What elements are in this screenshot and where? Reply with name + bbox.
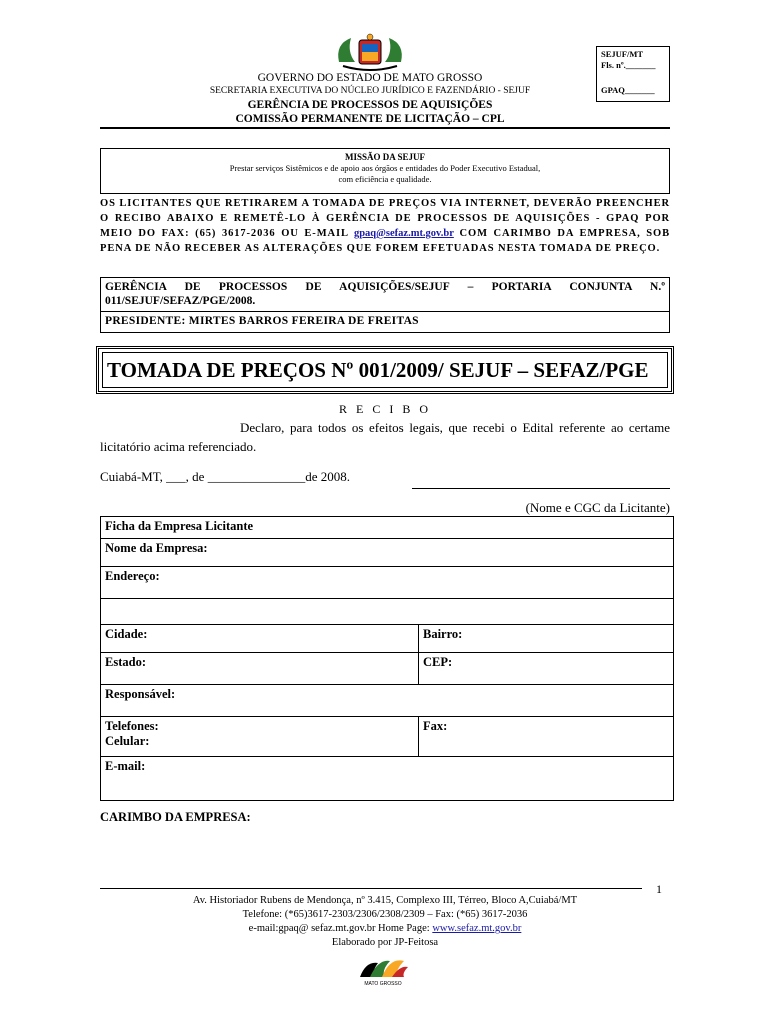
address-field-continued[interactable] (101, 599, 674, 625)
president-line: PRESIDENTE: MIRTES BARROS FEREIRA DE FREITAS (105, 315, 419, 327)
stamp-folio: Fls. nº._______ (601, 60, 656, 70)
mission-line-2: com eficiência e qualidade. (338, 174, 432, 184)
mission-line-1: Prestar serviços Sistêmicos e de apoio aos órgãos e entidades do Poder Executivo Estadual, (229, 163, 541, 173)
page-stamp-box (596, 46, 670, 102)
fax-field[interactable]: Fax: (419, 717, 674, 757)
mobile-label: Celular: (105, 734, 150, 748)
footer-divider (100, 888, 642, 889)
state-field[interactable]: Estado: (101, 653, 419, 685)
header-commission: COMISSÃO PERMANENTE DE LICITAÇÃO – CPL (235, 113, 505, 125)
ordinance-line: GERÊNCIA DE PROCESSOS DE AQUISIÇÕES/SEJUF – PORTARIA CONJUNTA N.º 011/SEJUF/SEFAZ/PGE/2008. (101, 278, 669, 312)
mission-box (100, 148, 670, 194)
signature-line[interactable] (412, 488, 670, 489)
state-coat-of-arms-icon (333, 32, 407, 72)
footer-email: e-mail:gpaq@ sefaz.mt.gov.br Home Page: (248, 923, 433, 934)
footer-contact (100, 923, 670, 934)
header-divider (100, 127, 670, 129)
footer-homepage-link[interactable]: www.sefaz.mt.gov.br (432, 923, 522, 934)
stamp-gpaq: GPAQ_______ (601, 85, 655, 95)
zip-code-field[interactable]: CEP: (419, 653, 674, 685)
company-form-table (100, 516, 674, 801)
address-field[interactable]: Endereço: (101, 567, 674, 599)
receipt-place-date[interactable]: Cuiabá-MT, ___, de _______________de 2008. (100, 469, 350, 484)
notice-text-1: OS LICITANTES QUE RETIRAREM A TOMADA DE PREÇOS VIA INTERNET, DEVERÃO PREENCHER O RECIBO ABAIXO E REMETÊ-LO À GERÊNCIA DE PROCESSOS DE AQUISIÇÕES - GPAQ POR MEIO DO FAX: (65) 3617-2036 OU E-MAIL (100, 198, 670, 239)
email-field[interactable]: E-mail: (101, 757, 674, 801)
mission-title: MISSÃO DA SEJUF (344, 152, 425, 162)
notice-text-2: COM CARIMBO DA EMPRESA, SOB PENA DE NÃO RECEBER AS ALTERAÇÕES QUE FOREM EFETUADAS NESTA TOMADA DE PREÇO. (100, 228, 670, 254)
bidders-notice (100, 196, 670, 256)
header-government: GOVERNO DO ESTADO DE MATO GROSSO (257, 72, 483, 84)
phones-label: Telefones: (105, 719, 159, 733)
city-field[interactable]: Cidade: (101, 625, 419, 653)
footer-phones: Telefone: (*65)3617-2303/2306/2308/2309 – Fax: (*65) 3617-2036 (242, 909, 528, 920)
footer-address: Av. Historiador Rubens de Mendonça, nº 3.415, Complexo III, Térreo, Bloco A,Cuiabá/MT (192, 895, 578, 906)
ordinance-box (100, 277, 670, 333)
responsible-field[interactable]: Responsável: (101, 685, 674, 717)
receipt-heading: R E C I B O (338, 402, 431, 416)
mato-grosso-logo-icon (356, 955, 410, 987)
form-title: Ficha da Empresa Licitante (101, 517, 674, 539)
footer-author: Elaborado por JP-Feitosa (331, 937, 439, 948)
page-number: 1 (656, 882, 662, 896)
company-stamp-label: CARIMBO DA EMPRESA: (100, 810, 251, 824)
signature-caption: (Nome e CGC da Licitante) (525, 500, 670, 515)
stamp-title: SEJUF/MT (601, 49, 644, 59)
notice-email-link[interactable]: gpaq@sefaz.mt.gov.br (353, 228, 454, 239)
district-field[interactable]: Bairro: (419, 625, 674, 653)
header-secretariat: SECRETARIA EXECUTIVA DO NÚCLEO JURÍDICO E FAZENDÁRIO - SEJUF (209, 86, 531, 96)
logo-text: MATO GROSSO (364, 981, 402, 987)
receipt-declaration: Declaro, para todos os efeitos legais, que recebi o Edital referente ao certame licitatório acima referenciado. (100, 420, 670, 454)
header-management: GERÊNCIA DE PROCESSOS DE AQUISIÇÕES (247, 99, 493, 111)
document-title-box (96, 346, 674, 394)
document-title: TOMADA DE PREÇOS Nº 001/2009/ SEJUF – SEFAZ/PGE (102, 352, 668, 388)
phones-field[interactable] (101, 717, 419, 757)
company-name-field[interactable]: Nome da Empresa: (101, 539, 674, 567)
